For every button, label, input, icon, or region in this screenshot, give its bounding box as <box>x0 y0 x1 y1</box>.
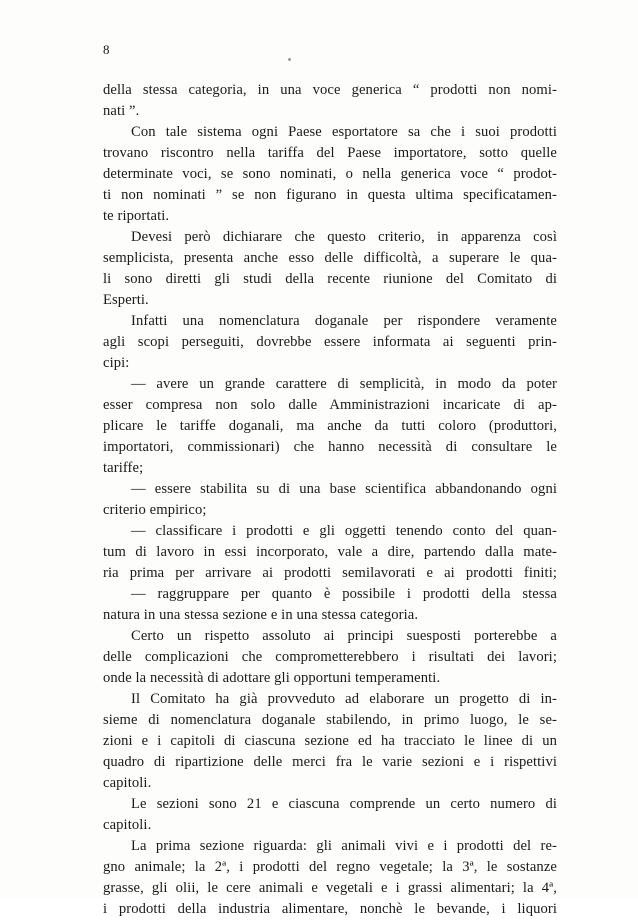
text-line: delle complicazioni che comprometterebbero i risultati dei lavori; <box>103 649 557 665</box>
text-line: della stessa categoria, in una voce generica “ prodotti non nomi- <box>103 82 557 98</box>
text-line: — avere un grande carattere di semplicità, in modo da poter <box>131 376 557 392</box>
text-line: trovano riscontro nella tariffa del Paese importatore, sotto quelle <box>103 145 557 161</box>
text-line: onde la necessità di adottare gli opportuni temperamenti. <box>103 670 441 686</box>
text-line: nati ”. <box>103 103 140 119</box>
text-line: determinate voci, se sono nominati, o nella generica voce “ prodot- <box>103 166 557 182</box>
text-line: tariffe; <box>103 460 144 476</box>
text-line: Esperti. <box>103 292 149 308</box>
text-line: ti non nominati ” se non figurano in questa ultima specificatamen- <box>103 187 557 203</box>
text-line: ria prima per arrivare ai prodotti semilavorati e ai prodotti finiti; <box>103 565 557 581</box>
body-text <box>103 80 557 920</box>
text-line: natura in una stessa sezione e in una stessa categoria. <box>103 607 419 623</box>
text-line: — essere stabilita su di una base scientifica abbandonando ogni <box>131 481 557 497</box>
scan-speck <box>288 58 291 61</box>
text-line: — classificare i prodotti e gli oggetti tenendo conto del quan- <box>131 523 557 539</box>
page-number: 8 <box>103 42 110 57</box>
text-line: agli scopi perseguiti, dovrebbe essere informata ai seguenti prin- <box>103 334 557 350</box>
text-line: semplicista, presenta anche esso delle difficoltà, a superare le qua- <box>103 250 557 266</box>
text-line: La prima sezione riguarda: gli animali vivi e i prodotti del re- <box>131 838 557 854</box>
text-line: — raggruppare per quanto è possibile i prodotti della stessa <box>131 586 557 602</box>
text-line: criterio empirico; <box>103 502 207 518</box>
text-line: capitoli. <box>103 817 152 833</box>
text-line: capitoli. <box>103 775 152 791</box>
text-line: te riportati. <box>103 208 170 224</box>
text-line: zioni e i capitoli di ciascuna sezione ed ha tracciato le linee di un <box>103 733 557 749</box>
text-line: Infatti una nomenclatura doganale per rispondere veramente <box>131 313 557 329</box>
text-line: gno animale; la 2ª, i prodotti del regno vegetale; la 3ª, le sostanze <box>103 859 557 875</box>
text-line: Con tale sistema ogni Paese esportatore sa che i suoi prodotti <box>131 124 557 140</box>
text-line: grasse, gli olii, le cere animali e vegetali e i grassi alimentari; la 4ª, <box>103 880 557 896</box>
text-line: esser compresa non solo dalle Amministrazioni incaricate di ap- <box>103 397 557 413</box>
text-line: Certo un rispetto assoluto ai principi suesposti porterebbe a <box>131 628 557 644</box>
text-line: quadro di ripartizione delle merci fra le varie sezioni e i rispettivi <box>103 754 557 770</box>
text-line: plicare le tariffe doganali, ma anche da tutti coloro (produttori, <box>103 418 557 434</box>
text-line: Devesi però dichiarare che questo criterio, in apparenza così <box>131 229 557 245</box>
text-line: sieme di nomenclatura doganale stabilendo, in primo luogo, le se- <box>103 712 557 728</box>
text-line: li sono diretti gli studi della recente riunione del Comitato di <box>103 271 557 287</box>
text-line: i prodotti della industria alimentare, nonchè le bevande, i liquori <box>103 901 557 917</box>
text-line: Il Comitato ha già provveduto ad elaborare un progetto di in- <box>131 691 557 707</box>
text-line: importatori, commissionari) che hanno necessità di consultare le <box>103 439 557 455</box>
text-line: cipi: <box>103 355 130 371</box>
text-line: tum di lavoro in essi incorporato, vale a dire, partendo dalla mate- <box>103 544 557 560</box>
text-line: Le sezioni sono 21 e ciascuna comprende un certo numero di <box>131 796 557 812</box>
